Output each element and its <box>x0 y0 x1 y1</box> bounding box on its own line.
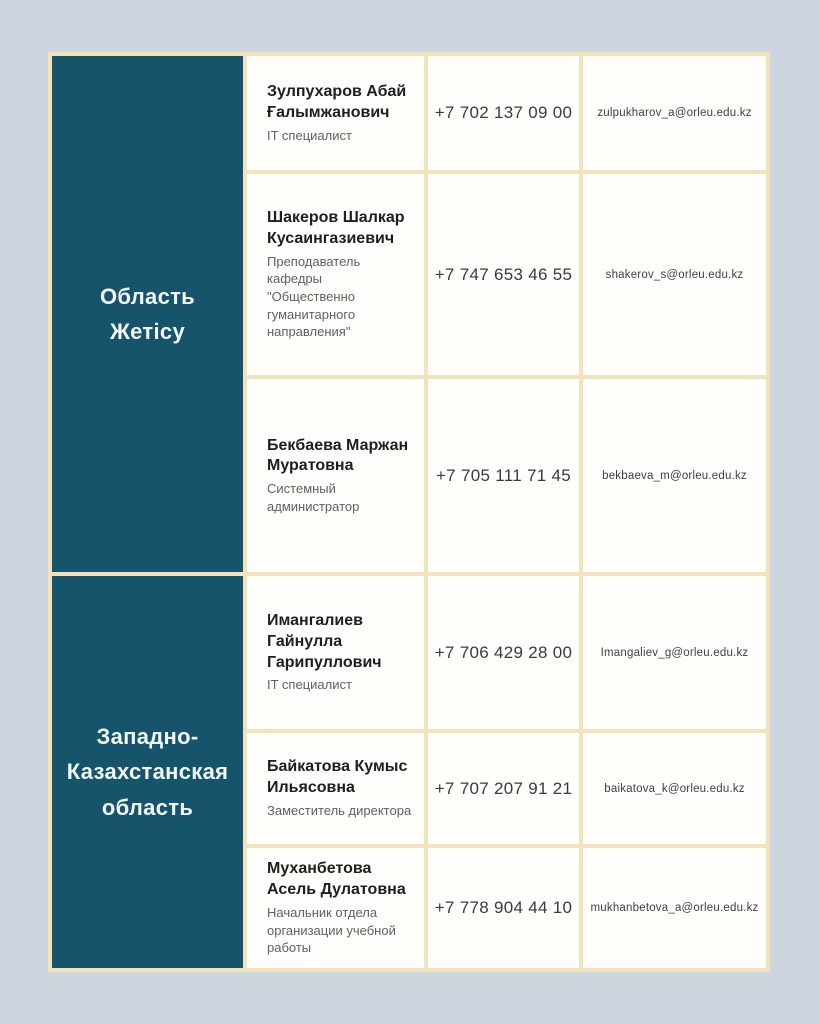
person-name: Бекбаева Маржан Муратовна <box>267 436 409 475</box>
person-title: Начальник отдела организации учебной работы <box>267 904 396 956</box>
table-row-email-cell <box>583 174 766 375</box>
table-row-email-cell <box>583 733 766 844</box>
email-address: Imangaliev_g@orleu.edu.kz <box>600 646 749 659</box>
table-row-email-cell <box>583 56 766 170</box>
phone-number: +7 706 429 28 00 <box>434 642 573 662</box>
table-row-phone-cell <box>428 733 579 844</box>
table-row-name-cell <box>247 733 424 844</box>
person-name: Байкатова Кумыс Ильясовна <box>267 758 408 797</box>
region-cell-zhetisu: Область Жетісу <box>52 56 243 572</box>
email-address: mukhanbetova_a@orleu.edu.kz <box>590 902 759 914</box>
table-row-phone-cell <box>428 379 579 572</box>
table-row-email-cell <box>583 576 766 729</box>
person-title: Преподаватель кафедры "Общественно гуманитарного направления" <box>267 253 361 340</box>
table-row-phone-cell <box>428 56 579 170</box>
region-cell-west-kazakhstan: Западно-Казахстанская область <box>52 576 243 968</box>
email-address: shakerov_s@orleu.edu.kz <box>605 268 744 281</box>
person-title: IT специалист <box>267 127 352 143</box>
phone-number: +7 705 111 71 45 <box>435 465 572 485</box>
table-row-email-cell <box>583 379 766 572</box>
person-title: Заместитель директора <box>267 803 412 819</box>
person-name: Зулпухаров Абай Ғалымжанович <box>267 82 407 121</box>
person-name: Имангалиев Гайнулла Гарипуллович <box>267 612 382 671</box>
table-row-phone-cell <box>428 848 579 968</box>
email-address: baikatova_k@orleu.edu.kz <box>604 782 745 795</box>
table-row-name-cell <box>247 379 424 572</box>
phone-number: +7 702 137 09 00 <box>434 103 573 122</box>
person-name: Муханбетова Асель Дулатовна <box>267 860 406 899</box>
table-row-email-cell <box>583 848 766 968</box>
table-row-name-cell <box>247 576 424 729</box>
table-row-phone-cell <box>428 576 579 729</box>
table-row-phone-cell <box>428 174 579 375</box>
email-address: bekbaeva_m@orleu.edu.kz <box>602 469 747 482</box>
table-row-name-cell <box>247 848 424 968</box>
email-address: zulpukharov_a@orleu.edu.kz <box>597 107 752 119</box>
table-row-name-cell <box>247 56 424 170</box>
phone-number: +7 778 904 44 10 <box>434 898 573 917</box>
person-title: IT специалист <box>267 677 352 693</box>
person-title: Системный администратор <box>267 481 360 514</box>
contacts-table <box>48 52 770 972</box>
person-name: Шакеров Шалкар Кусаингазиевич <box>267 209 405 248</box>
phone-number: +7 707 207 91 21 <box>434 778 573 798</box>
table-row-name-cell <box>247 174 424 375</box>
phone-number: +7 747 653 46 55 <box>434 264 573 284</box>
